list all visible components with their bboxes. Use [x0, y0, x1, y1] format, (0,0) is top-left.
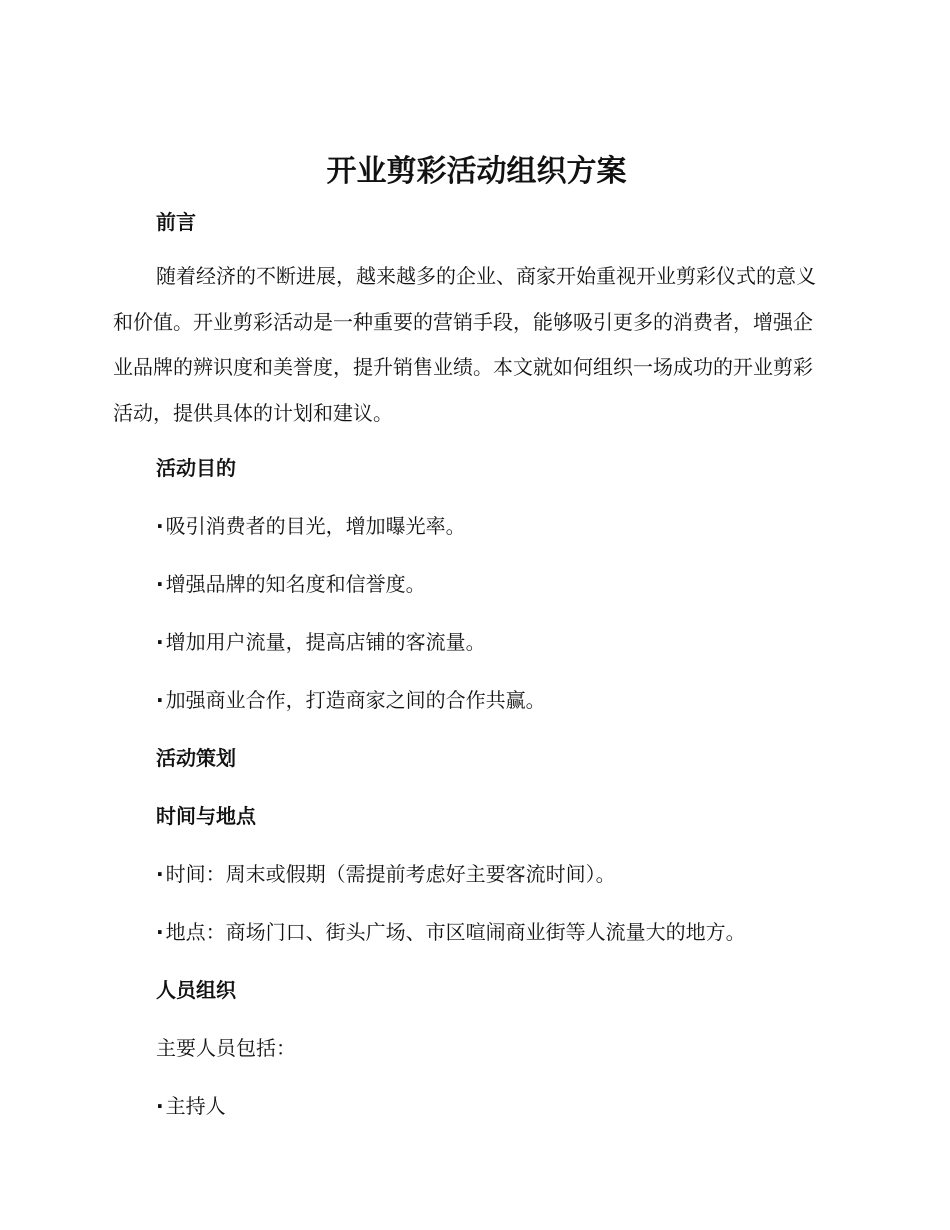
- purpose-item-text: 加强商业合作，打造商家之间的合作共赢。: [165, 688, 546, 712]
- bullet-glyph: ·: [156, 514, 164, 538]
- time-place-list-item: [113, 918, 830, 946]
- purpose-list-item: [113, 628, 830, 656]
- purpose-item-text: 增加用户流量，提高店铺的客流量。: [165, 630, 486, 654]
- heading-planning: 活动策划: [156, 746, 236, 770]
- bullet-glyph: ·: [156, 920, 164, 944]
- bullet-glyph: ·: [156, 1094, 164, 1118]
- time-place-item-text: 时间：周末或假期（需提前考虑好主要客流时间）。: [165, 862, 616, 886]
- heading-purpose: 活动目的: [156, 456, 236, 480]
- purpose-list-item: [113, 570, 830, 598]
- purpose-list-item: [113, 686, 830, 714]
- purpose-list-item: [113, 512, 830, 540]
- heading-preface: 前言: [156, 210, 196, 234]
- purpose-item-text: 吸引消费者的目光，增加曝光率。: [165, 514, 466, 538]
- preface-paragraph: 随着经济的不断进展，越来越多的企业、商家开始重视开业剪彩仪式的意义和价值。开业剪彩活动是一种重要的营销手段，能够吸引更多的消费者，增强企业品牌的辨识度和美誉度，提升销售业绩。本文就如何组织一场成功的开业剪彩活动，提供具体的计划和建议。: [113, 264, 816, 425]
- bullet-glyph: ·: [156, 688, 164, 712]
- staffing-list-item: [113, 1092, 830, 1120]
- time-place-item-text: 地点：商场门口、街头广场、市区喧闹商业街等人流量大的地方。: [165, 920, 746, 944]
- heading-time-place: 时间与地点: [156, 804, 256, 828]
- purpose-item-text: 增强品牌的知名度和信誉度。: [165, 572, 426, 596]
- time-place-list-item: [113, 860, 830, 888]
- document-title: 开业剪彩活动组织方案: [326, 154, 627, 189]
- bullet-glyph: ·: [156, 862, 164, 886]
- bullet-glyph: ·: [156, 572, 164, 596]
- staffing-item-text: 主持人: [165, 1094, 226, 1118]
- staffing-intro: 主要人员包括：: [156, 1036, 296, 1060]
- heading-staffing: 人员组织: [156, 978, 236, 1002]
- bullet-glyph: ·: [156, 630, 164, 654]
